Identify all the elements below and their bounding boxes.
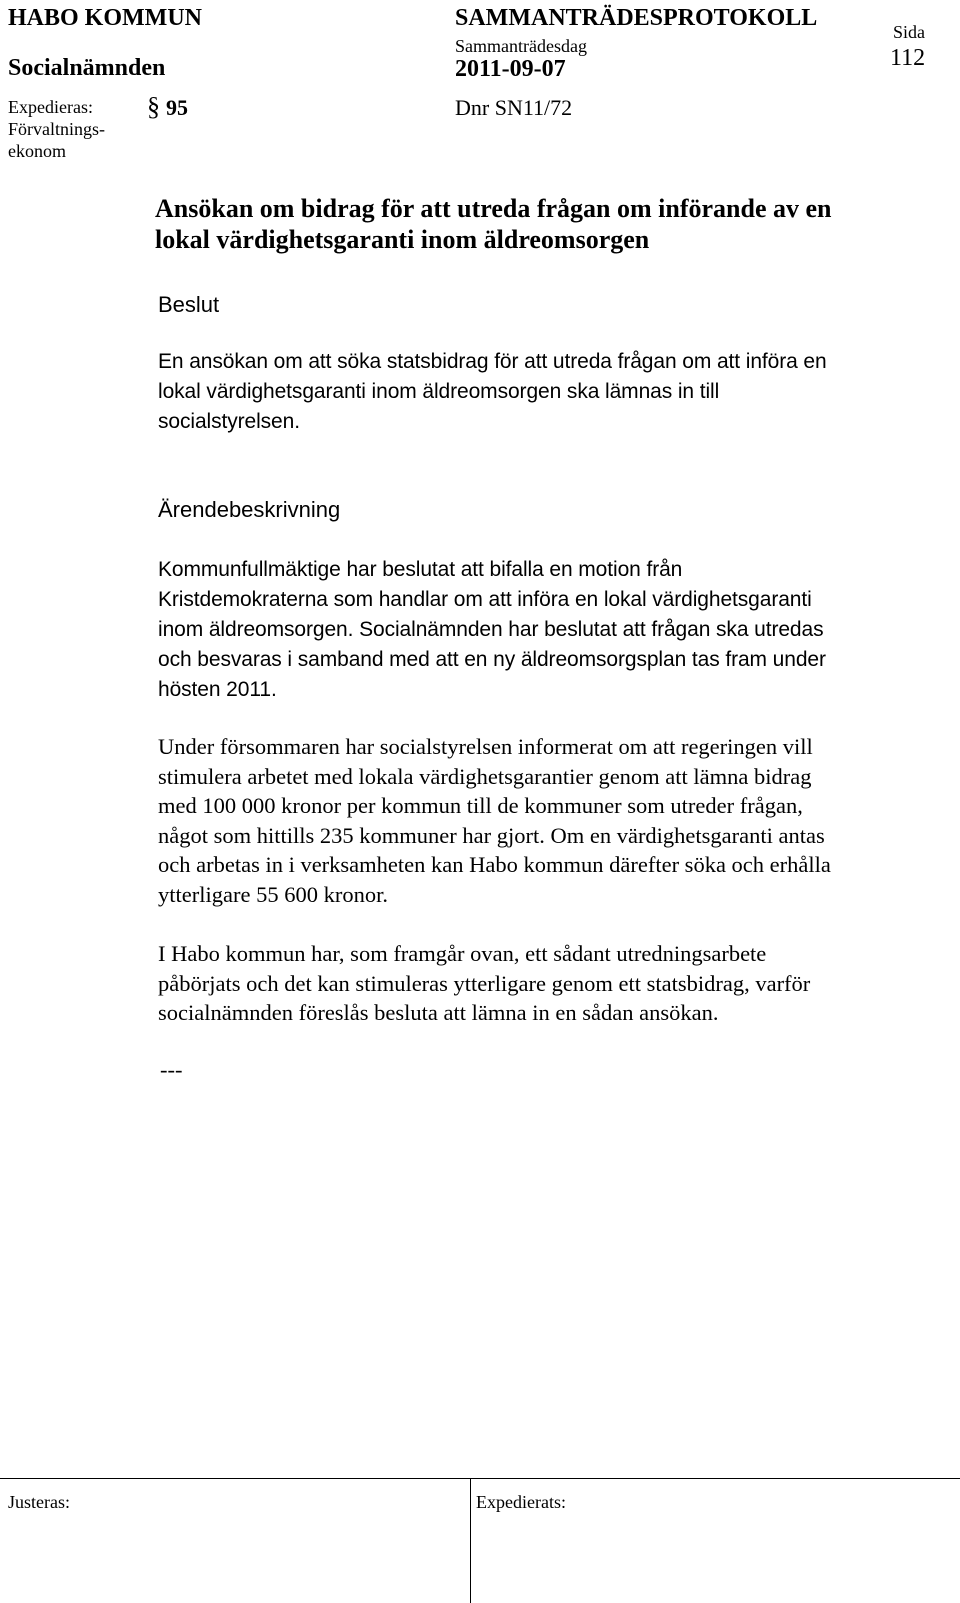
paragraph-line: hösten 2011. — [158, 678, 277, 701]
paragraph-line: socialnämnden föreslås besluta att lämna in en sådan ansökan. — [158, 1000, 719, 1025]
paragraph-line: något som hittills 235 kommuner har gjort. Om en värdighetsgaranti antas — [158, 822, 825, 848]
recipient-line-2: ekonom — [8, 141, 66, 161]
beslut-line: socialstyrelsen. — [158, 410, 300, 433]
beslut-text — [158, 347, 918, 437]
arendebeskrivning-heading: Ärendebeskrivning — [158, 497, 341, 522]
paragraph-line: Kristdemokraterna som handlar om att införa en lokal värdighetsgaranti — [158, 588, 812, 611]
paragraph-line: inom äldreomsorgen. Socialnämnden har beslutat att frågan ska utredas — [158, 618, 824, 641]
justeras-label: Justeras: — [8, 1492, 70, 1512]
paragraph-line: I Habo kommun har, som framgår ovan, ett sådant utredningsarbete — [158, 941, 767, 966]
beslut-line: En ansökan om att söka statsbidrag för att utreda frågan om att införa en — [158, 350, 827, 373]
document-title — [155, 193, 915, 255]
end-marker: --- — [160, 1057, 183, 1082]
paragraph-line: och besvaras i samband med att en ny äldreomsorgsplan tas fram under — [158, 648, 826, 671]
meeting-date: 2011-09-07 — [455, 56, 566, 82]
recipient-line-1: Förvaltnings- — [8, 119, 105, 139]
footer-divider — [470, 1478, 471, 1603]
paragraph-symbol: § — [147, 92, 160, 121]
paragraph-line: påbörjats och det kan stimuleras ytterligare genom ett statsbidrag, varför — [158, 970, 811, 996]
title-line-1: Ansökan om bidrag för att utreda frågan om införande av en — [155, 194, 832, 223]
expedierats-label: Expedierats: — [476, 1492, 566, 1512]
arende-paragraph-2 — [158, 732, 948, 909]
beslut-heading: Beslut — [158, 292, 220, 317]
paragraph-line: ytterligare 55 600 kronor. — [158, 881, 388, 907]
section-number: 95 — [166, 95, 188, 120]
arende-paragraph-1 — [158, 555, 918, 705]
footer-rule — [0, 1478, 960, 1479]
arende-paragraph-3 — [158, 939, 948, 1028]
dnr-number: Dnr SN11/72 — [455, 95, 573, 120]
expedieras-label: Expedieras: — [8, 97, 93, 117]
paragraph-line: stimulera arbetet med lokala värdighetsgarantier genom att lämna bidrag — [158, 763, 812, 789]
paragraph-line: och arbetas in i verksamheten kan Habo kommun därefter söka och erhålla — [158, 852, 831, 877]
document-type: SAMMANTRÄDESPROTOKOLL — [455, 5, 818, 31]
committee-name: Socialnämnden — [8, 55, 166, 81]
page-number: 112 — [890, 45, 926, 71]
beslut-line: lokal värdighetsgaranti inom äldreomsorgen ska lämnas in till — [158, 380, 720, 403]
title-line-2: lokal värdighetsgaranti inom äldreomsorgen — [155, 225, 650, 254]
paragraph-line: med 100 000 kronor per kommun till de kommuner som utreder frågan, — [158, 793, 803, 818]
page-label: Sida — [893, 22, 926, 42]
meeting-date-label: Sammanträdesdag — [455, 36, 587, 56]
municipality-name: HABO KOMMUN — [8, 5, 202, 31]
paragraph-line: Kommunfullmäktige har beslutat att bifalla en motion från — [158, 558, 683, 581]
paragraph-line: Under försommaren har socialstyrelsen informerat om att regeringen vill — [158, 734, 813, 759]
